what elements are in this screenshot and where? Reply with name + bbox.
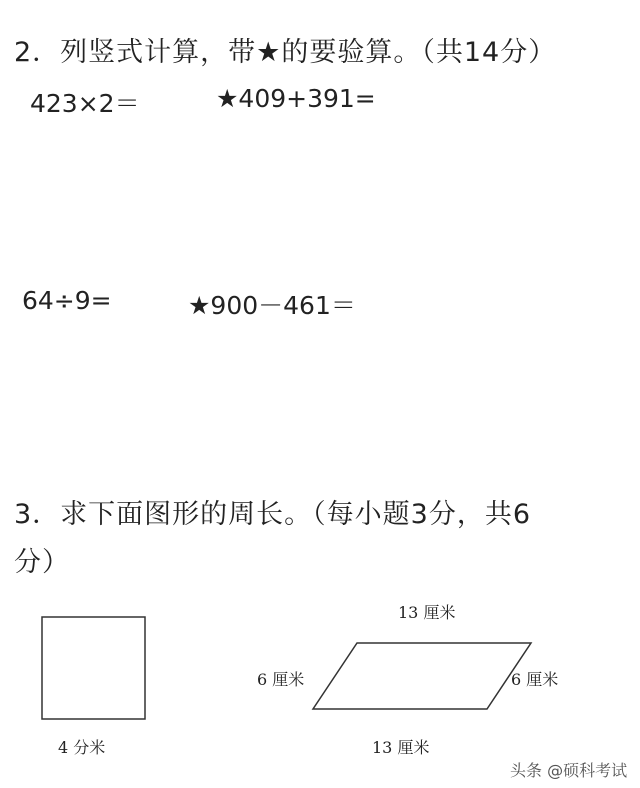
- parallelogram-figure: [313, 643, 531, 709]
- square-figure: [42, 617, 145, 719]
- problem-multiply: 423×2＝: [30, 89, 140, 118]
- parallelogram-right-label: 6 厘米: [511, 670, 559, 689]
- parallelogram-left-label: 6 厘米: [257, 670, 305, 689]
- square-side-label: 4 分米: [58, 738, 106, 757]
- section-3-heading-line2: 分）: [14, 547, 70, 578]
- parallelogram-bottom-label: 13 厘米: [372, 738, 430, 757]
- section-2-heading: 2．列竖式计算，带★的要验算。（共14分）: [14, 37, 557, 68]
- problem-division: 64÷9=: [22, 286, 112, 315]
- section-3-heading-line1: 3．求下面图形的周长。（每小题3分，共6: [14, 499, 532, 530]
- watermark: 头条 @硕科考试: [510, 761, 628, 780]
- problem-subtraction-check: ★900－461＝: [188, 291, 356, 320]
- problem-addition-check: ★409+391=: [216, 84, 376, 113]
- parallelogram-top-label: 13 厘米: [398, 603, 456, 622]
